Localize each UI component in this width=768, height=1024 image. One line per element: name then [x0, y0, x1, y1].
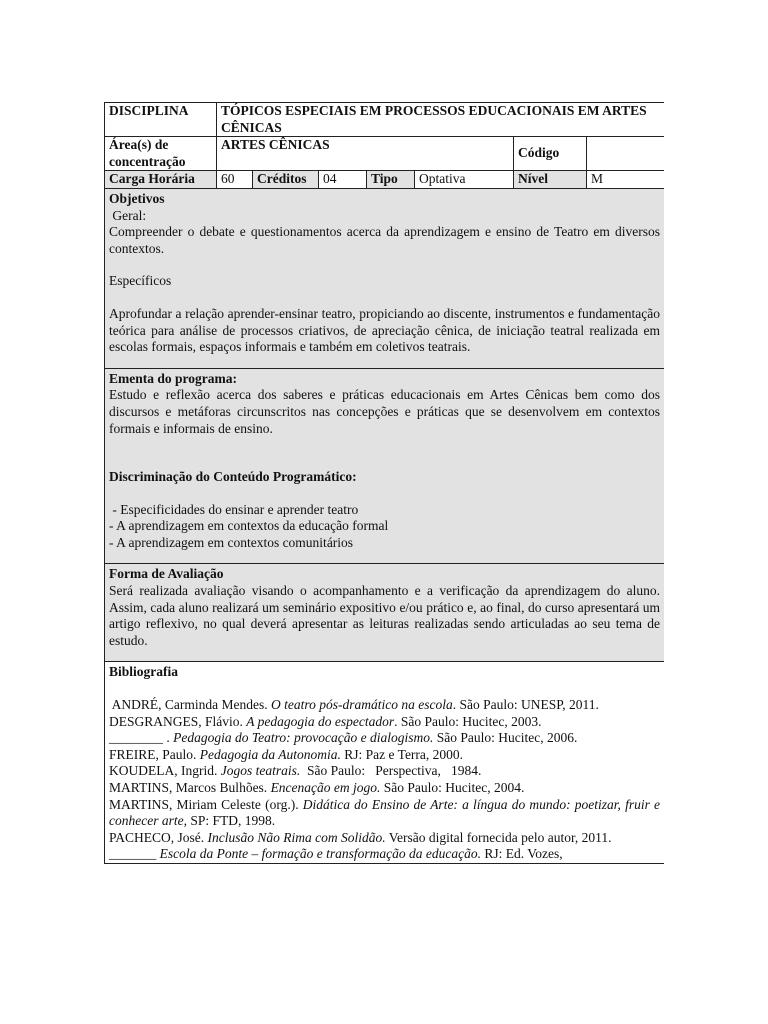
ementa-section [105, 368, 665, 564]
bib-entry: MARTINS, Miriam Celeste (org.). Didática do Ensino de Arte: a língua do mundo: poetizar, fruir e conhecer arte, SP: FTD, 1998. [109, 796, 661, 829]
disciplina-label: DISCIPLINA [105, 103, 217, 137]
nivel-label: Nível [514, 171, 587, 189]
creditos-label: Créditos [253, 171, 319, 189]
bibliografia-section [105, 662, 665, 864]
ementa-item: - Especificidades do ensinar e aprender teatro [109, 501, 359, 517]
bibliografia-list [109, 697, 660, 863]
ementa-item: - A aprendizagem em contextos comunitários [109, 534, 354, 550]
tipo-label: Tipo [367, 171, 415, 189]
codigo-label: Código [514, 137, 587, 171]
ementa-text: Estudo e reflexão acerca dos saberes e práticas educacionais em Artes Cênicas bem como dos discursos e metáforas circunscritos nas concepções e práticas que se desenvolvem em contextos formais e informais de ensino. [109, 387, 661, 436]
bibliografia-title: Bibliografia [109, 664, 179, 680]
row-disciplina [105, 103, 665, 137]
objetivos-section [105, 188, 665, 368]
bib-entry: _______ Escola da Ponte – formação e transformação da educação. RJ: Ed. Vozes, [109, 846, 563, 862]
objetivos-geral-label: Geral: [109, 207, 147, 223]
ementa-title: Ementa do programa: [109, 370, 237, 386]
bib-entry: ANDRÉ, Carminda Mendes. O teatro pós-dramático na escola. São Paulo: UNESP, 2011. [109, 697, 599, 713]
carga-value: 60 [217, 171, 253, 189]
avaliacao-section [105, 564, 665, 662]
row-area [105, 137, 665, 171]
objetivos-especificos-label: Específicos [109, 273, 172, 289]
bib-entry: DESGRANGES, Flávio. A pedagogia do espectador. São Paulo: Hucitec, 2003. [109, 713, 542, 729]
avaliacao-title: Forma de Avaliação [109, 566, 224, 582]
avaliacao-text: Será realizada avaliação visando o acompanhamento e a verificação da aprendizagem do aluno. Assim, cada aluno realizará um seminário expositivo e/ou prático e, ao final, do curso apresentará um artigo reflexivo, no qual deverá apresentar as leituras realizadas sendo articuladas ao seu tema de estudo. [109, 583, 661, 648]
bib-entry: MARTINS, Marcos Bulhões. Encenação em jogo. São Paulo: Hucitec, 2004. [109, 780, 525, 795]
creditos-value: 04 [319, 171, 367, 189]
bib-entry: FREIRE, Paulo. Pedagogia da Autonomia. RJ: Paz e Terra, 2000. [109, 746, 464, 762]
row-bibliografia [105, 662, 665, 864]
syllabus-table [104, 102, 664, 864]
objetivos-title: Objetivos [109, 190, 165, 206]
objetivos-geral-text: Compreender o debate e questionamentos acerca da aprendizagem e ensino de Teatro em diversos contextos. [109, 224, 661, 256]
area-label: Área(s) de concentração [105, 137, 217, 171]
carga-label: Carga Horária [105, 171, 217, 189]
row-objetivos [105, 188, 665, 368]
syllabus-sheet [104, 102, 664, 934]
disciplina-value: TÓPICOS ESPECIAIS EM PROCESSOS EDUCACIONAIS EM ARTES CÊNICAS [217, 103, 665, 137]
bib-entry: KOUDELA, Ingrid. Jogos teatrais. São Paulo: Perspectiva, 1984. [109, 763, 482, 779]
ementa-item: - A aprendizagem em contextos da educação formal [109, 518, 389, 534]
bib-entry: ________ . Pedagogia do Teatro: provocação e dialogismo. São Paulo: Hucitec, 2006. [109, 730, 578, 746]
row-ementa [105, 368, 665, 564]
objetivos-especificos-text: Aprofundar a relação aprender-ensinar teatro, propiciando ao discente, instrumentos e fundamentação teórica para análise de processos criativos, de apreciação cênica, de iniciação teatral realizada em escolas formais, espaços informais e também em coletivos teatrais. [109, 305, 661, 355]
row-avaliacao [105, 564, 665, 662]
bib-entry: PACHECO, José. Inclusão Não Rima com Solidão. Versão digital fornecida pelo autor, 2011. [109, 829, 612, 845]
area-value: ARTES CÊNICAS [217, 137, 514, 171]
codigo-value [587, 137, 665, 171]
tipo-value: Optativa [415, 171, 514, 189]
nivel-value: M [587, 171, 665, 189]
discriminacao-title: Discriminação do Conteúdo Programático: [109, 469, 357, 485]
row-carga [105, 171, 665, 189]
